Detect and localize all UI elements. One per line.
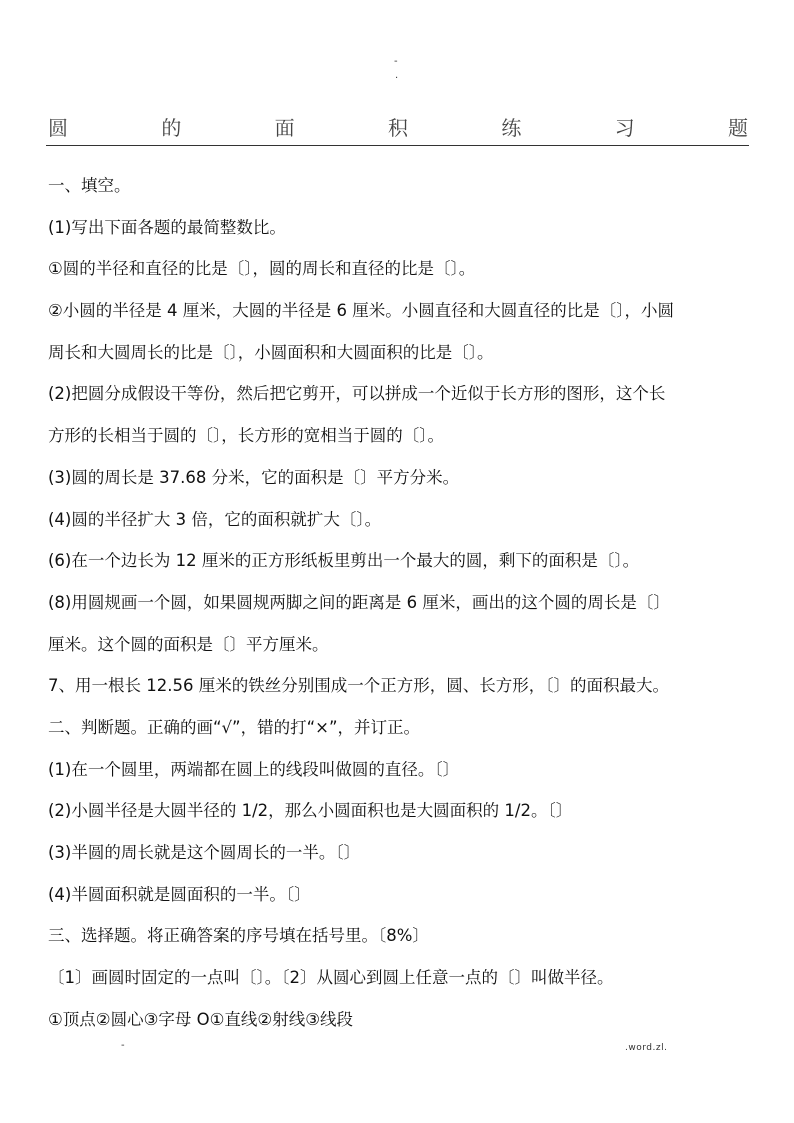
question-line: 厘米。这个圆的面积是〔〕平方厘米。 [48,634,329,654]
title-char: 题 [727,116,748,140]
question-line: (1)在一个圆里，两端都在圆上的线段叫做圆的直径。〔〕 [48,759,460,779]
question-line: (2)把圆分成假设干等份，然后把它剪开，可以拼成一个近似于长方形的图形，这个长 [48,384,666,404]
footer-dash: - [121,1040,125,1051]
title-underline [46,145,749,146]
question-line: (4)半圆面积就是圆面积的一半。〔〕 [48,884,311,904]
section-heading-true-false: 二、判断题。正确的画“√”，错的打“×”，并订正。 [48,717,421,737]
question-line: ①圆的半径和直径的比是〔〕，圆的周长和直径的比是〔〕。 [48,259,476,279]
header-dash: - [394,56,398,67]
section-heading-fill-blank: 一、填空。 [48,176,131,195]
section-heading-multiple-choice: 三、选择题。将正确答案的序号填在括号里。〔8%〕 [48,926,429,946]
question-line: (1)写出下面各题的最简整数比。 [48,217,286,237]
question-line: 周长和大圆周长的比是〔〕，小圆面积和大圆面积的比是〔〕。 [48,342,494,362]
title-char: 面 [274,116,295,140]
title-char: 习 [614,116,635,140]
footer-watermark: .word.zl. [625,1043,668,1053]
title-char: 练 [501,116,522,140]
header-dot: . [395,70,399,81]
answer-options-line: ①顶点②圆心③字母 O①直线②射线③线段 [48,1009,353,1029]
title-char: 积 [387,116,408,140]
question-line: (8)用圆规画一个圆，如果圆规两脚之间的距离是 6 厘米，画出的这个圆的周长是〔〕 [48,592,670,612]
question-line: ②小圆的半径是 4 厘米，大圆的半径是 6 厘米。小圆直径和大圆直径的比是〔〕，小圆 [48,301,675,321]
question-line: (2)小圆半径是大圆半径的 1/2，那么小圆面积也是大圆面积的 1/2。〔〕 [48,801,573,821]
question-line: 方形的长相当于圆的〔〕，长方形的宽相当于圆的〔〕。 [48,426,444,446]
question-line: 〔1〕画圆时固定的一点叫〔〕。〔2〕从圆心到圆上任意一点的〔〕叫做半径。 [48,968,614,988]
question-line: (6)在一个边长为 12 厘米的正方形纸板里剪出一个最大的圆，剩下的面积是〔〕。 [48,551,640,571]
exercise-body [48,165,748,1040]
title-char: 圆 [48,116,68,140]
question-line: (3)半圆的周长就是这个圆周长的一半。〔〕 [48,843,361,862]
page-title [48,112,748,141]
question-line: 7、用一根长 12.56 厘米的铁丝分别围成一个正方形，圆、长方形，〔〕的面积最大。 [48,676,669,696]
question-line: (3)圆的周长是 37.68 分米，它的面积是〔〕平方分米。 [48,467,460,487]
title-char: 的 [161,116,182,140]
question-line: (4)圆的半径扩大 3 倍，它的面积就扩大〔〕。 [48,509,382,529]
